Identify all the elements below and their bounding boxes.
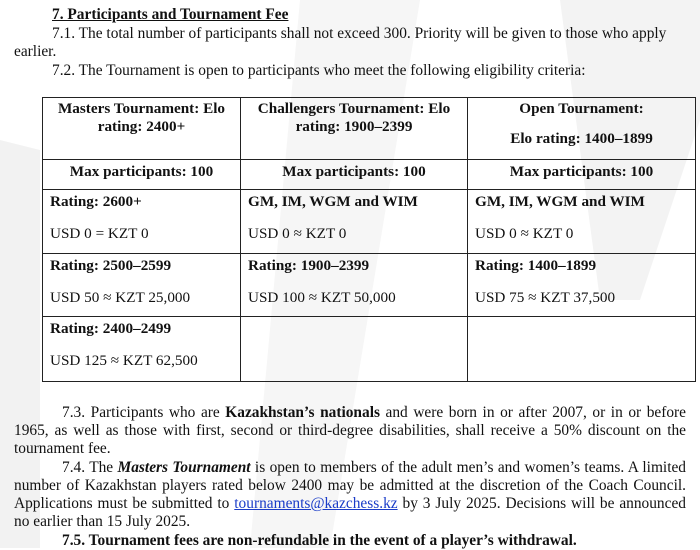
- header-open: [468, 98, 696, 160]
- section-heading: 7. Participants and Tournament Fee: [52, 6, 289, 23]
- cell-price: USD 125 ≈ KZT 62,500: [50, 352, 198, 369]
- cell-label: Rating: 2500–2599: [50, 257, 172, 274]
- table-header-row: [43, 98, 696, 160]
- cell-price: USD 100 ≈ KZT 50,000: [248, 289, 396, 306]
- cell-label: Rating: 2600+: [50, 193, 142, 210]
- max-participants-masters: Max participants: 100: [43, 160, 241, 190]
- cell-price: USD 0 = KZT 0: [50, 225, 149, 242]
- cell-label: Rating: 1400–1899: [475, 257, 597, 274]
- cell-price: USD 0 ≈ KZT 0: [475, 225, 574, 242]
- paragraph-7-1-line2: earlier.: [14, 43, 57, 60]
- header-masters: [43, 98, 241, 160]
- p73-prefix: 7.3. Participants who are: [62, 404, 226, 421]
- email-link[interactable]: tournaments@kazchess.kz: [234, 495, 398, 512]
- header-challengers: [241, 98, 468, 160]
- p73-bold: Kazakhstan’s nationals: [225, 404, 380, 421]
- table-cell: [468, 190, 696, 254]
- p74-prefix: 7.4. The: [62, 459, 118, 476]
- table-cell: [241, 254, 468, 317]
- p74-middle: is open to members of the adult men’s and women’s teams. A limited number of Kazakhstan players rated below 2400 may be admitted at the discretion of the Coach Council. Applications must be submitted to: [14, 459, 686, 512]
- table-cell-empty: [468, 317, 696, 382]
- table-row: [43, 317, 696, 382]
- table-cell: [241, 190, 468, 254]
- header-challengers-line1: Challengers Tournament: Elo: [257, 100, 451, 117]
- header-open-line1: Open Tournament:: [519, 100, 644, 117]
- max-participants-challengers: Max participants: 100: [241, 160, 468, 190]
- cell-label: GM, IM, WGM and WIM: [248, 193, 418, 210]
- cell-label: Rating: 1900–2399: [248, 257, 370, 274]
- p73-suffix: and were born in or after 2007, or in or before 1965, as well as those with first, second or third-degree disabilities, shall receive a 50% discount on the tournament fee.: [14, 404, 687, 457]
- header-masters-line2: rating: 2400+: [97, 118, 186, 135]
- table-row: [43, 190, 696, 254]
- header-open-line2: Elo rating: 1400–1899: [510, 130, 653, 147]
- paragraph-7-1-line1: 7.1. The total number of participants shall not exceed 300. Priority will be given to those who apply: [52, 25, 667, 42]
- paragraph-7-4: [14, 459, 686, 531]
- table-cell-empty: [241, 317, 468, 382]
- table-cell: [43, 190, 241, 254]
- table-cell: [43, 317, 241, 382]
- fee-table: [42, 97, 696, 382]
- header-masters-line1: Masters Tournament: Elo: [57, 100, 226, 117]
- table-cell: [43, 254, 241, 317]
- table-row: [43, 254, 696, 317]
- table-cell: [468, 254, 696, 317]
- paragraph-7-2: 7.2. The Tournament is open to participants who meet the following eligibility criteria:: [52, 62, 586, 79]
- header-challengers-line2: rating: 1900–2399: [295, 118, 413, 135]
- p74-bold-italic: Masters Tournament: [117, 459, 251, 476]
- table-max-row: [43, 160, 696, 190]
- p74-suffix: by 3 July 2025. Decisions will be announced no earlier than 15 July 2025.: [14, 495, 686, 530]
- cell-label: GM, IM, WGM and WIM: [475, 193, 645, 210]
- paragraph-7-5: 7.5. Tournament fees are non-refundable in the event of a player’s withdrawal.: [62, 532, 577, 549]
- cell-price: USD 50 ≈ KZT 25,000: [50, 289, 191, 306]
- cell-label: Rating: 2400–2499: [50, 320, 172, 337]
- cell-price: USD 0 ≈ KZT 0: [248, 225, 347, 242]
- cell-price: USD 75 ≈ KZT 37,500: [475, 289, 616, 306]
- max-participants-open: Max participants: 100: [468, 160, 696, 190]
- paragraph-7-3: [14, 404, 686, 458]
